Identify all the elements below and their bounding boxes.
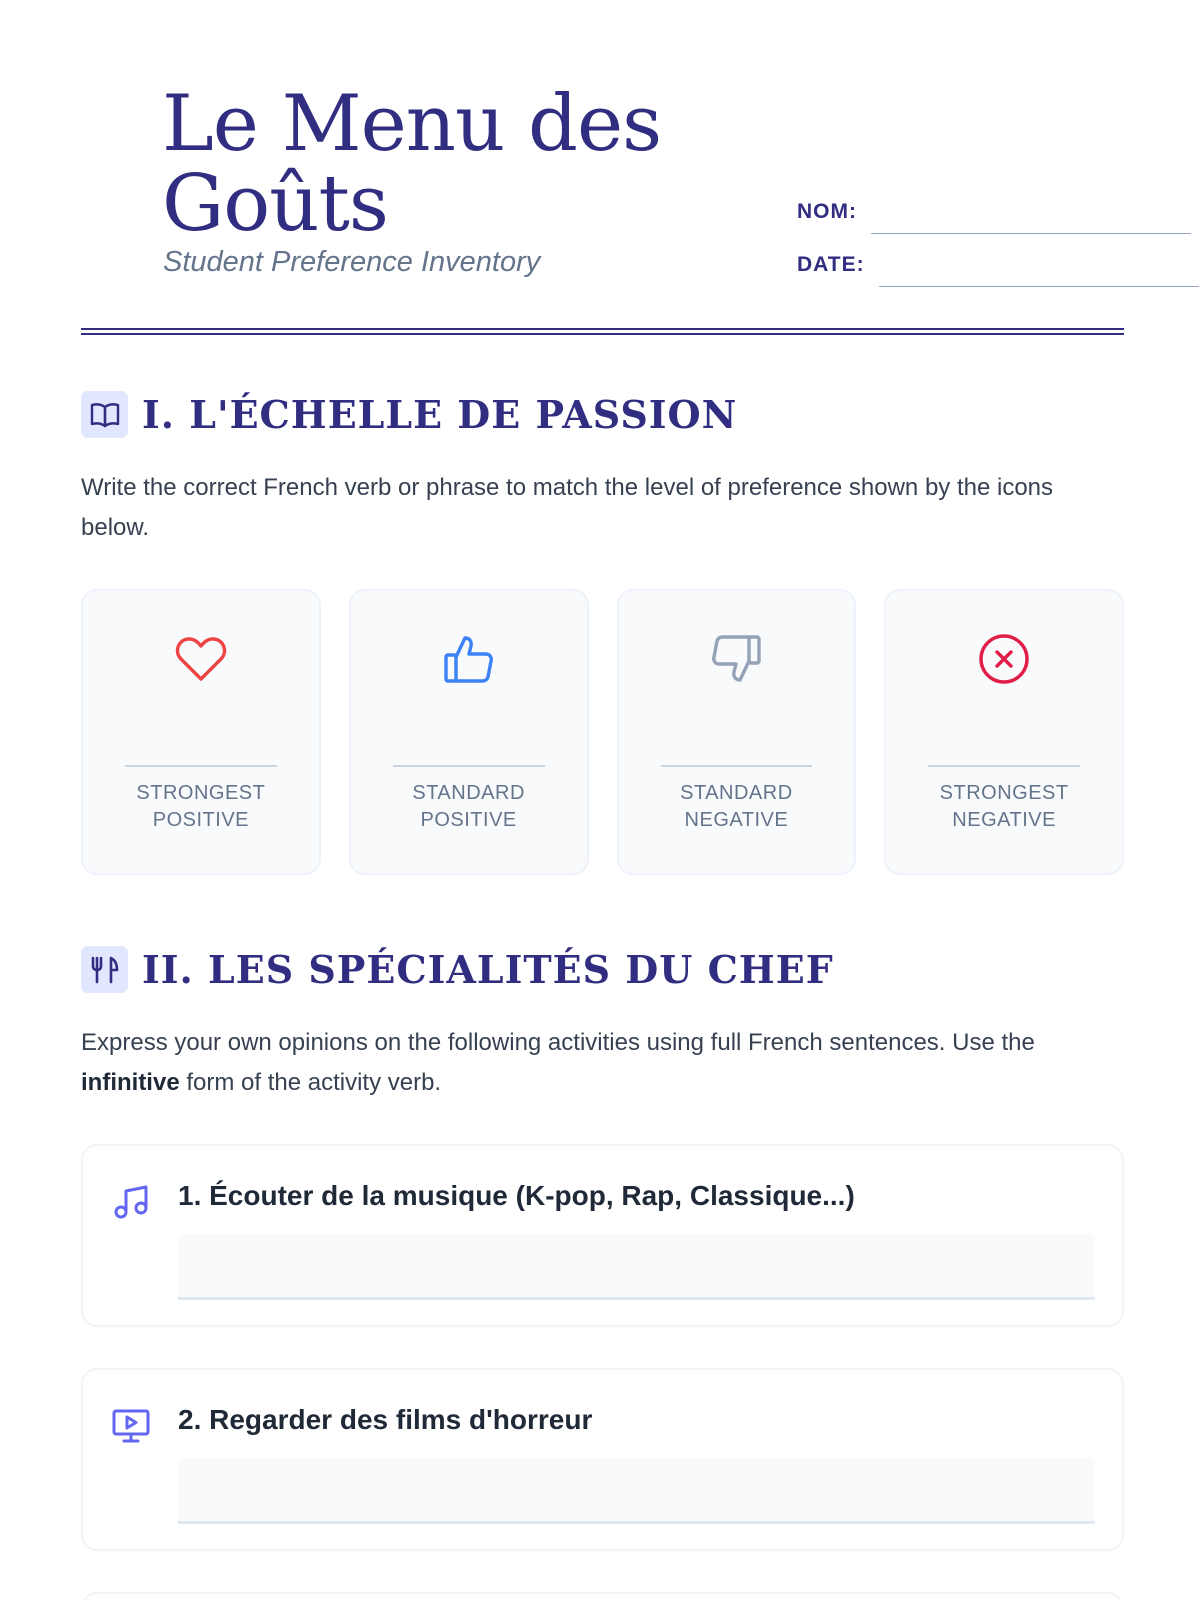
section-2-instructions [81, 1023, 1126, 1103]
title-line-2: Goûts [162, 159, 388, 249]
activity-item-partial [81, 1592, 1124, 1600]
title-line-1: Le Menu des [162, 79, 662, 169]
label-line-2: NEGATIVE [684, 809, 789, 831]
label-line-1: STRONGEST [136, 782, 266, 804]
scale-card-label [619, 780, 855, 834]
activity-title: 2. Regarder des films d'horreur [178, 1404, 593, 1435]
label-line-1: STANDARD [680, 782, 793, 804]
section-1-instructions: Write the correct French verb or phrase to match the level of preference shown by the icons below. [81, 474, 1054, 541]
date-field[interactable] [797, 253, 1199, 277]
header-divider-top [81, 328, 1124, 330]
label-line-1: STRONGEST [939, 782, 1069, 804]
scale-card-strongest-positive [81, 589, 321, 875]
instructions-text-end: form of the activity verb. [179, 1069, 442, 1096]
header-divider-bottom [81, 333, 1124, 335]
section-2-heading [81, 946, 834, 993]
thumbs-down-icon [708, 631, 764, 687]
passion-scale-cards [81, 589, 1124, 875]
nom-input-line[interactable] [871, 233, 1191, 234]
open-book-icon [81, 391, 128, 438]
date-label: DATE: [797, 253, 865, 276]
page-subtitle: Student Preference Inventory [163, 246, 541, 278]
x-circle-icon [976, 631, 1032, 687]
page-title [162, 79, 662, 249]
instructions-text: Express your own opinions on the following activities using full French sentences. Use the [81, 1029, 1035, 1056]
date-input-line[interactable] [879, 286, 1199, 287]
scale-card-label [351, 780, 587, 834]
worksheet-header [81, 0, 1119, 334]
scale-card-label [886, 780, 1122, 834]
scale-card-strongest-negative [884, 589, 1124, 875]
label-line-2: POSITIVE [152, 809, 249, 831]
answer-line[interactable] [393, 765, 545, 767]
answer-field[interactable] [178, 1458, 1095, 1524]
instructions-emphasis: infinitive [81, 1069, 180, 1096]
label-line-2: POSITIVE [420, 809, 517, 831]
music-note-icon [111, 1182, 151, 1222]
label-line-1: STANDARD [412, 782, 525, 804]
heart-icon [173, 631, 229, 687]
label-line-2: NEGATIVE [952, 809, 1056, 831]
monitor-play-icon [111, 1406, 151, 1446]
answer-line[interactable] [125, 765, 277, 767]
scale-card-standard-negative [617, 589, 857, 875]
answer-line[interactable] [928, 765, 1080, 767]
answer-line[interactable] [661, 765, 813, 767]
utensils-icon [81, 946, 128, 993]
nom-label: NOM: [797, 200, 857, 223]
section-1-heading [81, 391, 737, 438]
answer-field[interactable] [178, 1234, 1095, 1300]
scale-card-label [83, 780, 319, 834]
section-1-title: I. L'ÉCHELLE DE PASSION [142, 392, 738, 437]
activity-item [81, 1144, 1124, 1327]
activity-item [81, 1368, 1124, 1551]
activity-title: 1. Écouter de la musique (K-pop, Rap, Classique...) [178, 1180, 855, 1211]
thumbs-up-icon [441, 631, 497, 687]
nom-field[interactable] [797, 200, 1191, 224]
scale-card-standard-positive [349, 589, 589, 875]
section-2-title: II. LES SPÉCIALITÉS DU CHEF [142, 947, 834, 992]
